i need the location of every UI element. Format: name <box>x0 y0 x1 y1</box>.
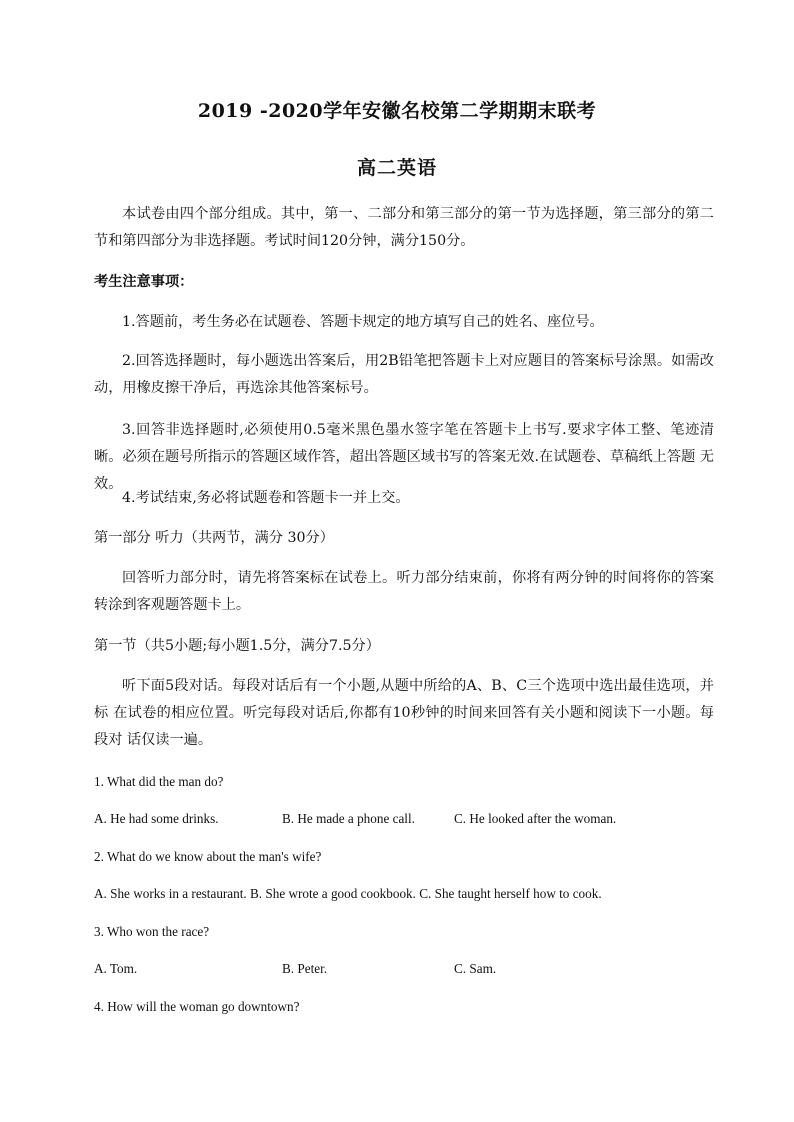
note-item-4: 4.考试结束,务必将试题卷和答题卡一并上交。 <box>122 490 410 506</box>
exam-title: 2019 -2020学年安徽名校第二学期期末联考 <box>197 100 597 122</box>
question-3: 3. Who won the race? <box>94 924 210 939</box>
part1-instructions: 回答听力部分时，请先将答案标在试卷上。听力部分结束前，你将有两分钟的时间将你的答案转涂到客观题答题卡上。 <box>94 570 714 613</box>
q3-option-b: B. Peter. <box>282 961 328 976</box>
q3-option-c: C. Sam. <box>454 961 497 976</box>
section1-heading: 第一节（共5小题;每小题1.5分，满分7.5分） <box>94 638 380 654</box>
question-4: 4. How will the woman go downtown? <box>94 999 300 1014</box>
part1-heading: 第一部分 听力（共两节，满分 30分） <box>94 530 334 546</box>
q2-options: A. She works in a restaurant. B. She wrote a good cookbook. C. She taught herself how to cook. <box>94 886 602 901</box>
note-item-2: 2.回答选择题时，每小题选出答案后，用2B铅笔把答题卡上对应题目的答案标号涂黑。如需改动，用橡皮擦干净后，再选涂其他答案标号。 <box>94 353 714 396</box>
question-1: 1. What did the man do? <box>94 774 224 789</box>
note-item-3: 3.回答非选择题时,必须使用0.5毫米黑色墨水签字笔在答题卡上书写.要求字体工整、笔迹清晰。必须在题号所指示的答题区域作答，超出答题区域书写的答案无效.在试题卷、草稿纸上答题 无效。 <box>94 422 714 492</box>
q1-option-c: C. He looked after the woman. <box>454 811 617 826</box>
intro-paragraph: 本试卷由四个部分组成。其中，第一、二部分和第三部分的第一节为选择题，第三部分的第二节和第四部分为非选择题。考试时间120分钟，满分150分。 <box>94 206 714 249</box>
exam-subject: 高二英语 <box>356 157 437 179</box>
q1-option-a: A. He had some drinks. <box>94 811 219 826</box>
question-2: 2. What do we know about the man's wife? <box>94 849 322 864</box>
section1-instructions: 听下面5段对话。每段对话后有一个小题,从题中所给的A、B、C三个选项中选出最佳选项，并标 在试卷的相应位置。听完每段对话后,你都有10秒钟的时间来回答有关小题和阅读下一小题。每段对 话仅读一遍。 <box>94 678 714 748</box>
q3-option-a: A. Tom. <box>94 961 138 976</box>
notes-heading: 考生注意事项： <box>94 274 194 290</box>
note-item-1: 1.答题前，考生务必在试题卷、答题卡规定的地方填写自己的姓名、座位号。 <box>122 314 604 330</box>
q1-option-b: B. He made a phone call. <box>282 811 415 826</box>
